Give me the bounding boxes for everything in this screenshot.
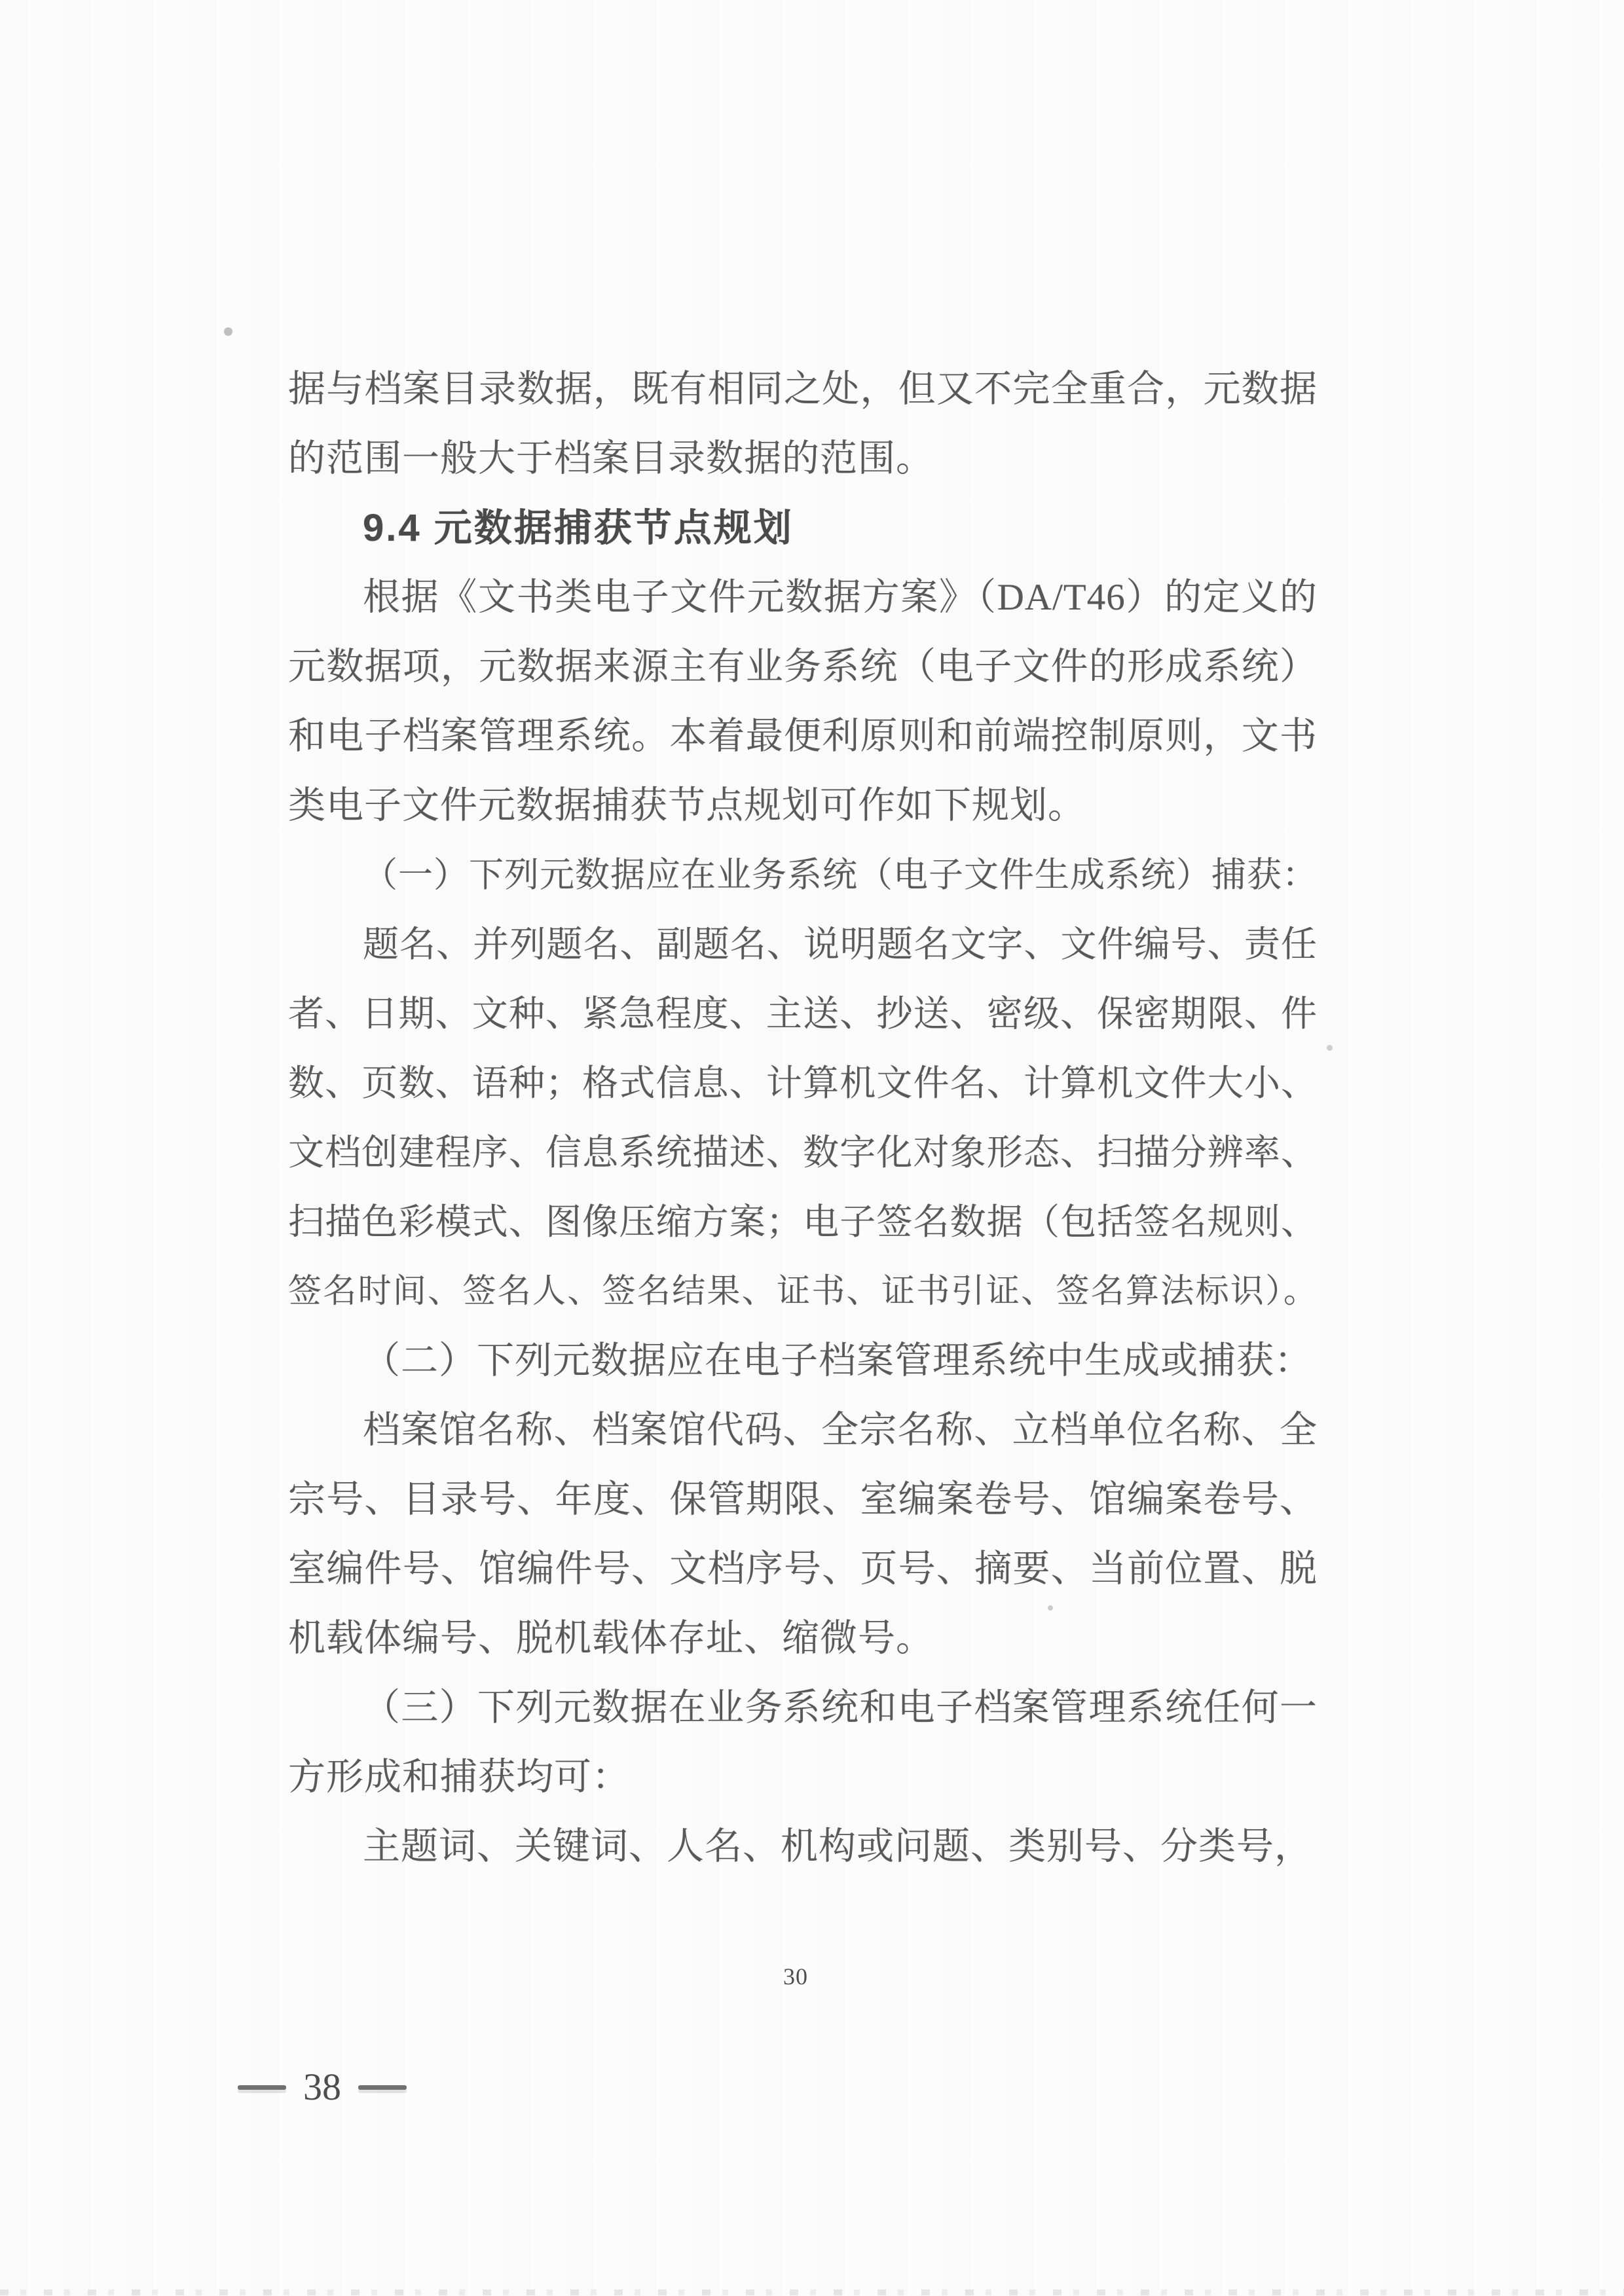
text-line: （三）下列元数据在业务系统和电子档案管理系统任何一 (363, 1687, 1318, 1728)
text-line: 档案馆名称、档案馆代码、全宗名称、立档单位名称、全 (363, 1410, 1318, 1451)
text-line: 数、页数、语种；格式信息、计算机文件名、计算机文件大小、 (288, 1063, 1318, 1103)
section-heading: 9.4 元数据捕获节点规划 (363, 507, 794, 549)
text-line: （二）下列元数据应在电子档案管理系统中生成或捕获： (363, 1340, 1312, 1381)
em-dash-icon (358, 2085, 407, 2090)
text-line: 的范围一般大于档案目录数据的范围。 (288, 438, 934, 479)
text-block (288, 355, 1318, 1882)
text-line: 类电子文件元数据捕获节点规划可作如下规划。 (288, 785, 1086, 826)
text-line: 元数据项，元数据来源主有业务系统（电子文件的形成系统） (288, 646, 1318, 687)
text-line: 签名时间、签名人、签名结果、证书、证书引证、签名算法标识）。 (288, 1273, 1318, 1310)
text-line: 主题词、关键词、人名、机构或问题、类别号、分类号， (363, 1826, 1312, 1867)
text-line: 室编件号、馆编件号、文档序号、页号、摘要、当前位置、脱 (288, 1548, 1318, 1590)
text-line: 者、日期、文种、紧急程度、主送、抄送、密级、保密期限、件 (288, 994, 1318, 1034)
em-dash-icon (238, 2085, 286, 2090)
text-line: 根据《文书类电子文件元数据方案》（DA/T46）的定义的 (363, 577, 1318, 618)
text-line: 方形成和捕获均可： (288, 1757, 630, 1798)
text-line: 据与档案目录数据，既有相同之处，但又不完全重合，元数据 (288, 369, 1318, 410)
scan-speck (1327, 1045, 1333, 1051)
text-line: 机载体编号、脱机载体存址、缩微号。 (288, 1618, 934, 1659)
page-number-inner: 30 (783, 1963, 808, 1990)
text-line: 题名、并列题名、副题名、说明题名文字、文件编号、责任 (363, 924, 1318, 964)
text-line: 扫描色彩模式、图像压缩方案；电子签名数据（包括签名规则、 (288, 1202, 1318, 1242)
text-line: 文档创建程序、信息系统描述、数字化对象形态、扫描分辨率、 (288, 1133, 1318, 1173)
scan-noise-strip (0, 2289, 1624, 2295)
text-line: （一）下列元数据应在业务系统（电子文件生成系统）捕获： (363, 856, 1318, 894)
scan-speck (224, 327, 232, 336)
page-number-footer (238, 2064, 407, 2111)
text-line: 和电子档案管理系统。本着最便利原则和前端控制原则，文书 (288, 716, 1318, 757)
text-line: 宗号、目录号、年度、保管期限、室编案卷号、馆编案卷号、 (288, 1479, 1318, 1520)
page-number-footer-value: 38 (303, 2066, 341, 2108)
